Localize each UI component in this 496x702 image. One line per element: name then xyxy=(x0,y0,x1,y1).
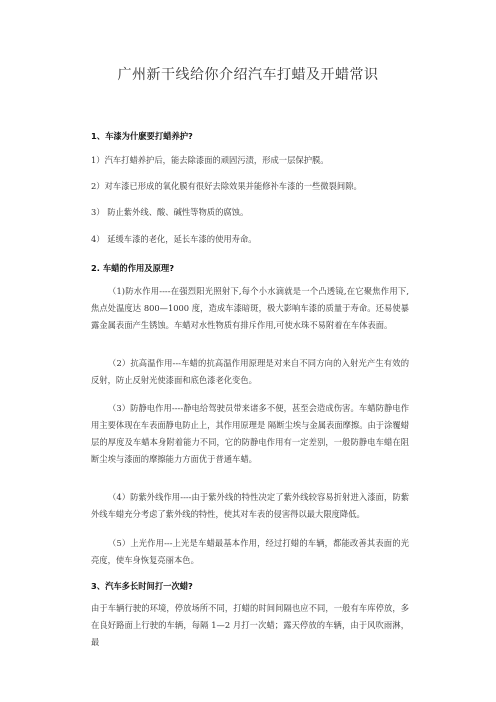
section-3-heading: 3、汽车多长时间打一次蜡? xyxy=(91,581,193,591)
section-1-item-3: 3） 防止紫外线、酸、碱性等物质的腐蚀。 xyxy=(91,207,249,217)
section-2-paragraph-2: （2）抗高温作用---车蜡的抗高温作用原理是对来自不同方向的入射光产生有效的反射，防止反射光使漆面和底色漆老化变色。 xyxy=(91,358,409,385)
section-2-heading: 2. 车蜡的作用及原理? xyxy=(91,263,175,273)
section-1-item-1: 1）汽车打蜡养护后，能去除漆面的顽固污渍，形成一层保护膜。 xyxy=(91,155,329,165)
section-2-paragraph-1: （1)防水作用----在强烈阳光照射下,每个小水滴就是一个凸透镜,在它聚焦作用下,焦点处温度达 800—1000 度，造成车漆暗斑，极大影响车漆的质量于寿命。还易使暴露金属表面产生锈蚀。车蜡对水性物质有排斥作用,可使水珠不易附着在车体表面。 xyxy=(91,286,409,330)
document-title: 广州新干线给你介绍汽车打蜡及开蜡常识 xyxy=(117,67,379,83)
section-1-heading: 1、车漆为什麽要打蜡养护? xyxy=(91,131,193,141)
section-2-paragraph-5: （5）上光作用---上光是车蜡最基本作用，经过打蜡的车辆，都能改善其表面的光亮度，使车身恢复亮丽本色。 xyxy=(91,538,409,565)
section-2-paragraph-4: （4）防紫外线作用----由于紫外线的特性决定了紫外线较容易折射进入漆面，防紫外线车蜡充分考虑了紫外线的特性，使其对车表的侵害得以最大限度降低。 xyxy=(91,492,409,519)
section-1-item-2: 2）对车漆已形成的氧化膜有很好去除效果并能修补车漆的一些微裂间隙。 xyxy=(91,181,362,191)
section-3-paragraph: 由于车辆行驶的环境，停放场所不同，打蜡的时间间隔也应不同，一般有车库停放，多在良好路面上行驶的车辆，每隔 1—2 月打一次蜡；露天停放的车辆，由于风吹雨淋，最 xyxy=(91,603,409,647)
section-1-item-4: 4） 延缓车漆的老化，延长车漆的使用寿命。 xyxy=(91,234,257,244)
section-2-paragraph-3: （3）防静电作用----静电给驾驶员带来诸多不便，甚至会造成伤害。车蜡防静电作用主要体现在车表面静电防止上，其作用原理是 隔断尘埃与金属表面摩擦。由于涂覆蜡层的厚度及车蜡本身附着能力不同，它的防静电作用有一定差别，一般防静电车蜡在阻断尘埃与漆面的摩擦能力方面优于普通车蜡。 xyxy=(91,403,409,464)
